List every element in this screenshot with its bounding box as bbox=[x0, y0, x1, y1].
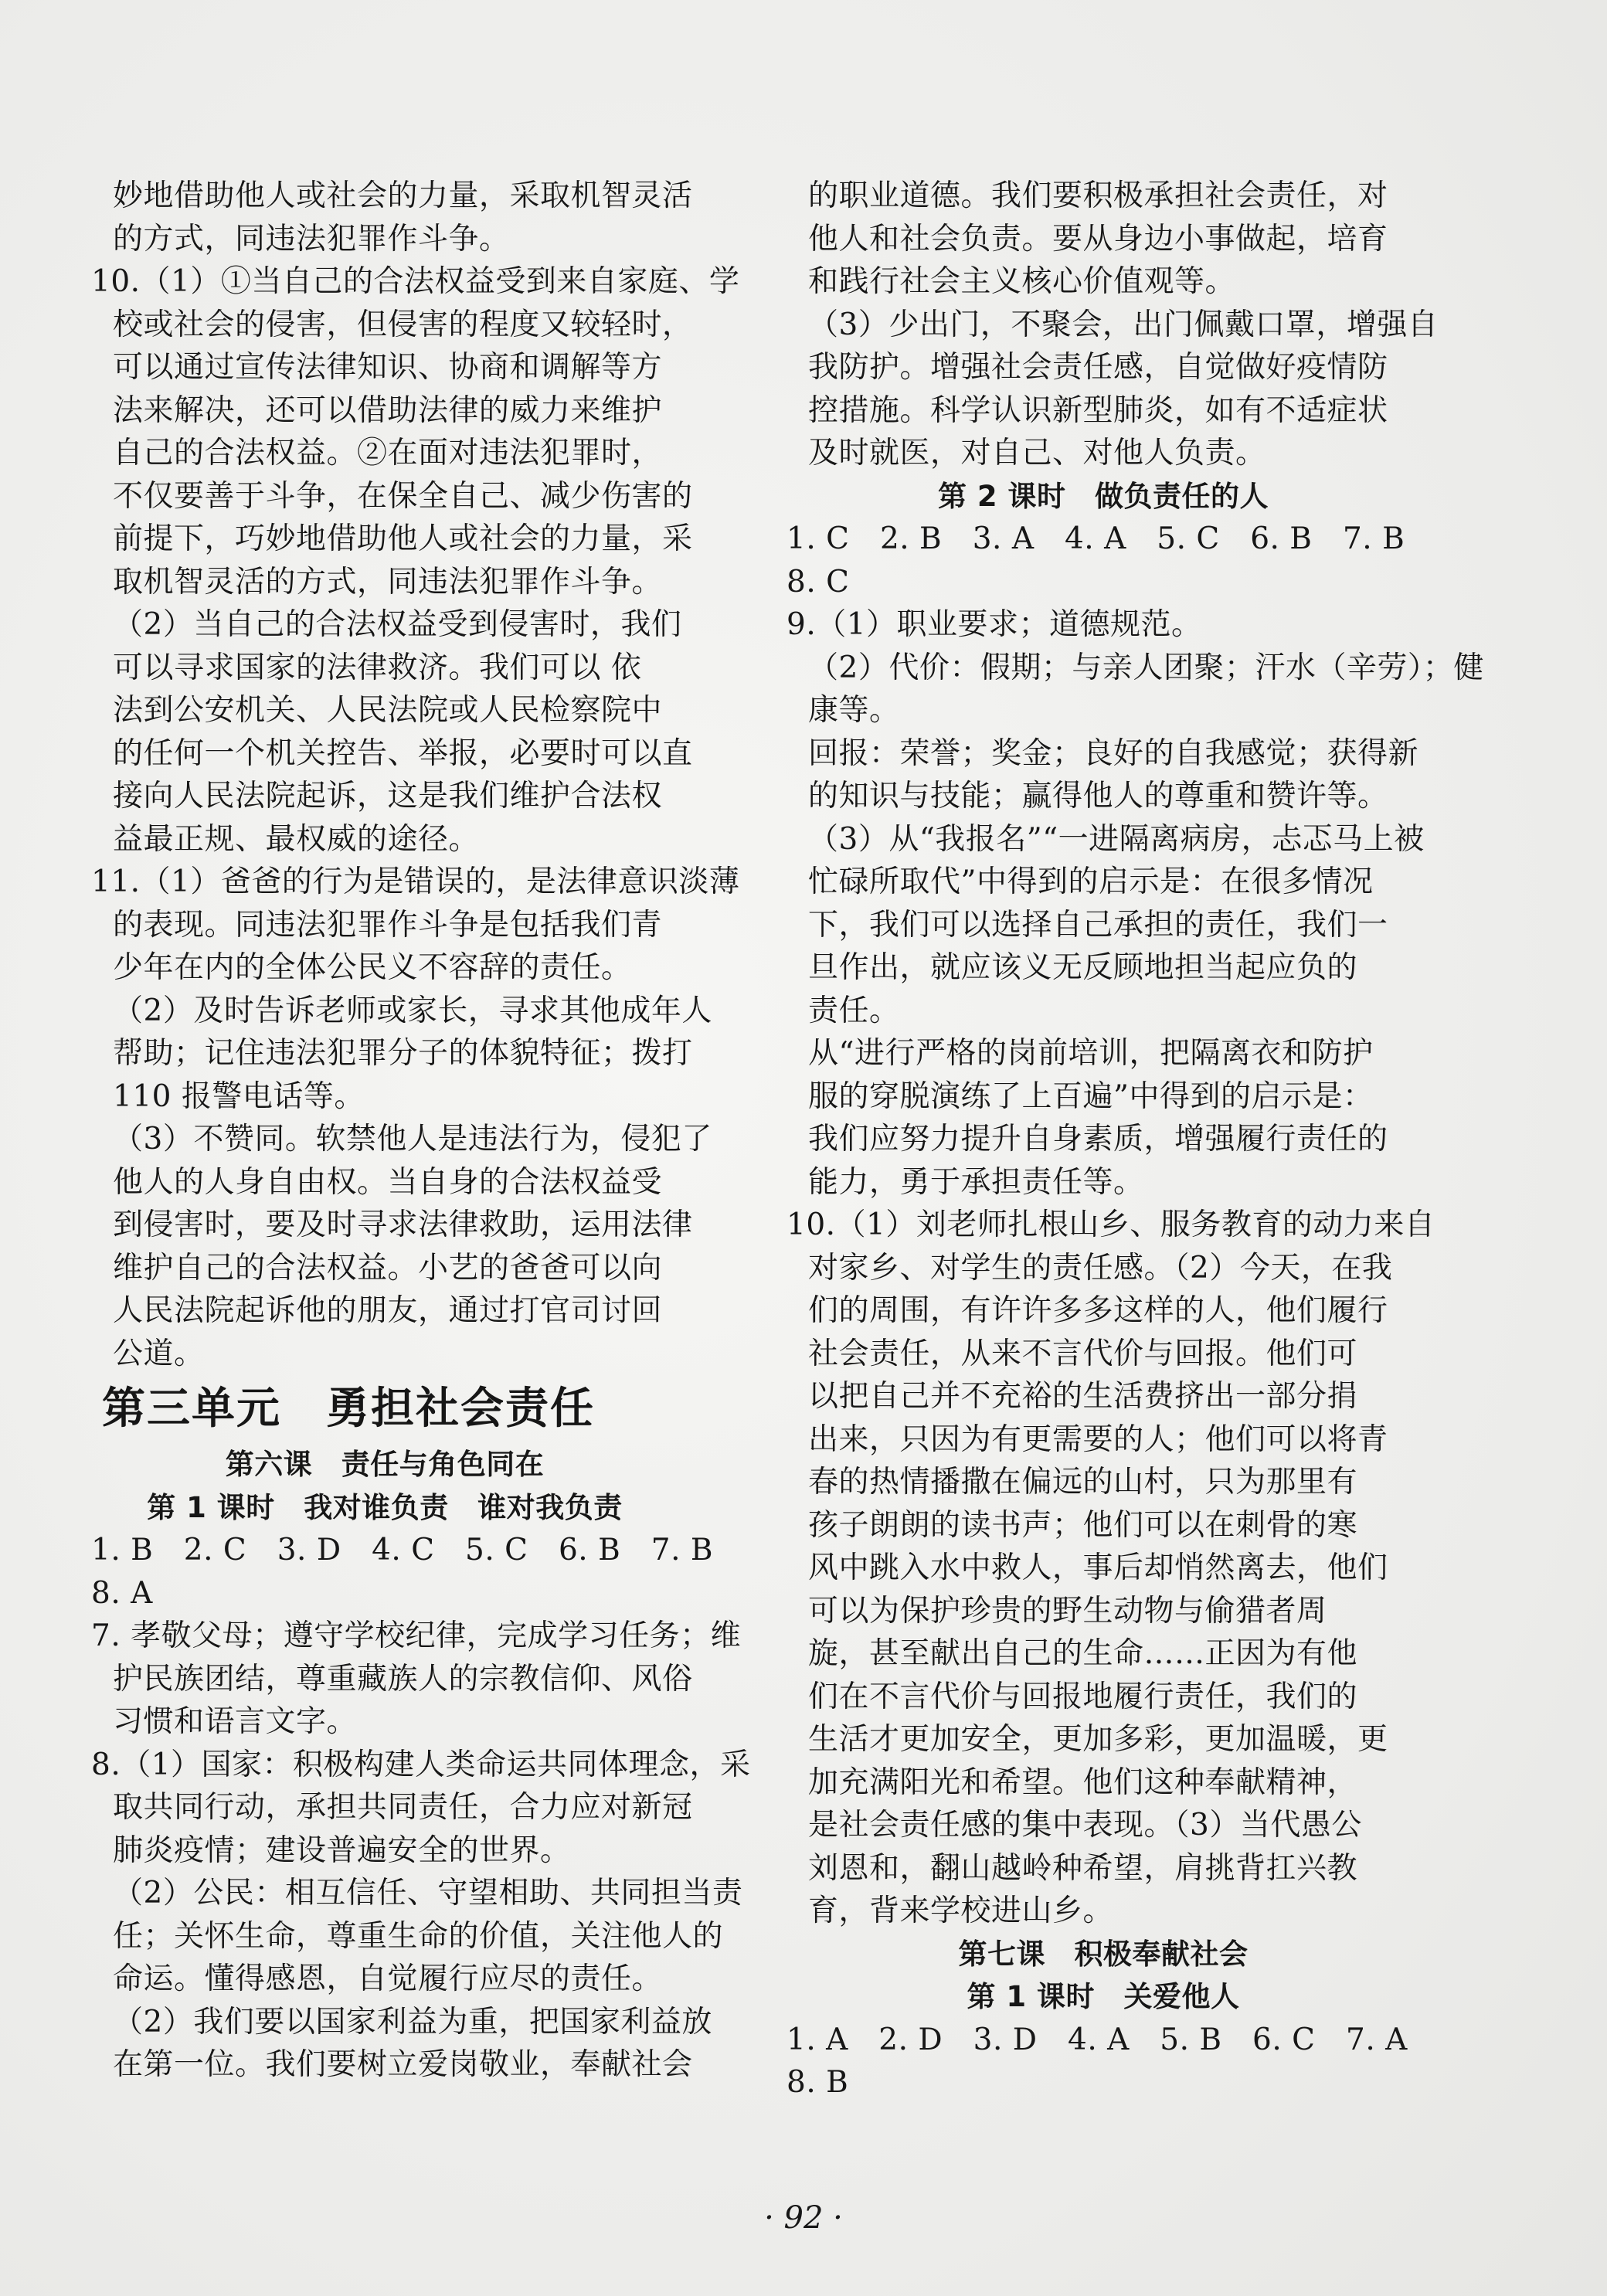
text-line: 10.（1）①当自己的合法权益受到来自家庭、学 bbox=[91, 264, 740, 299]
text-line: 他人的人身自由权。当自身的合法权益受 bbox=[113, 1164, 663, 1200]
text-line: 护民族团结，尊重藏族人的宗教信仰、风俗 bbox=[113, 1661, 693, 1697]
text-line: 孩子朗朗的读书声；他们可以在刺骨的寒 bbox=[808, 1507, 1358, 1543]
text-line: 法来解决，还可以借助法律的威力来维护 bbox=[113, 392, 663, 428]
text-line: 的知识与技能；赢得他人的尊重和赞许等。 bbox=[808, 779, 1388, 813]
section-heading: 第七课 积极奉献社会 bbox=[958, 1937, 1249, 1971]
text-line: 康等。 bbox=[808, 693, 900, 728]
text-line: 从“进行严格的岗前培训，把隔离衣和防护 bbox=[808, 1036, 1374, 1071]
text-line: 可以为保护珍贵的野生动物与偷猎者周 bbox=[808, 1593, 1327, 1629]
text-line: 我防护。增强社会责任感，自觉做好疫情防 bbox=[808, 350, 1388, 385]
left-column bbox=[91, 175, 751, 2087]
text-line: 及时就医，对自己、对他人负责。 bbox=[808, 436, 1266, 470]
text-line: 习惯和语言文字。 bbox=[113, 1704, 358, 1739]
text-line: 益最正规、最权威的途径。 bbox=[113, 821, 480, 857]
text-line: 取机智灵活的方式，同违法犯罪作斗争。 bbox=[113, 564, 663, 599]
section-heading: 第 1 课时 我对谁负责 谁对我负责 bbox=[147, 1490, 623, 1524]
text-line: 社会责任，从来不言代价与回报。他们可 bbox=[808, 1336, 1358, 1371]
text-line: 的方式，同违法犯罪作斗争。 bbox=[113, 221, 510, 256]
text-line: 们的周围，有许许多多这样的人，他们履行 bbox=[808, 1293, 1388, 1328]
text-line: 10.（1）刘老师扎根山乡、服务教育的动力来自 bbox=[787, 1207, 1435, 1242]
text-line: 可以通过宣传法律知识、协商和调解等方 bbox=[113, 350, 663, 385]
text-line: 能力，勇于承担责任等。 bbox=[808, 1164, 1144, 1200]
text-line: （2）及时告诉老师或家长，寻求其他成年人 bbox=[113, 993, 712, 1028]
text-line: 9.（1）职业要求；道德规范。 bbox=[787, 607, 1202, 642]
text-line: 帮助；记住违法犯罪分子的体貌特征；拨打 bbox=[113, 1036, 693, 1071]
text-line: 维护自己的合法权益。小艺的爸爸可以向 bbox=[113, 1250, 663, 1286]
text-line: 的任何一个机关控告、举报，必要时可以直 bbox=[113, 735, 693, 771]
text-line: 以把自己并不充裕的生活费挤出一部分捐 bbox=[808, 1379, 1358, 1414]
text-line: 控措施。科学认识新型肺炎，如有不适症状 bbox=[808, 392, 1388, 428]
text-line: 8.（1）国家：积极构建人类命运共同体理念，采 bbox=[91, 1747, 751, 1782]
text-line: 任；关怀生命，尊重生命的价值，关注他人的 bbox=[113, 1918, 724, 1954]
text-line: 在第一位。我们要树立爱岗敬业，奉献社会 bbox=[113, 2047, 693, 2082]
text-line: 110 报警电话等。 bbox=[113, 1078, 365, 1114]
page-number: · 92 · bbox=[764, 2200, 843, 2236]
text-line: 8. A bbox=[91, 1575, 153, 1611]
text-line: 自己的合法权益。②在面对违法犯罪时， bbox=[113, 436, 663, 470]
text-line: 命运。懂得感恩，自觉履行应尽的责任。 bbox=[113, 1961, 663, 1996]
text-line: （2）公民：相互信任、守望相助、共同担当责 bbox=[113, 1876, 743, 1911]
text-line: （2）代价：假期；与亲人团聚；汗水（辛劳）；健 bbox=[808, 650, 1484, 685]
text-line: 旦作出，就应该义无反顾地担当起应负的 bbox=[808, 950, 1358, 985]
text-line: 7. 孝敬父母；遵守学校纪律，完成学习任务；维 bbox=[91, 1618, 742, 1653]
section-heading: 第六课 责任与角色同在 bbox=[225, 1448, 545, 1481]
text-line: （3）不赞同。软禁他人是违法行为，侵犯了 bbox=[113, 1122, 712, 1156]
right-column bbox=[787, 175, 1484, 2104]
text-line: 1. C 2. B 3. A 4. A 5. C 6. B 7. B bbox=[787, 521, 1405, 556]
text-line: 的表现。同违法犯罪作斗争是包括我们青 bbox=[113, 907, 663, 943]
text-line: 法到公安机关、人民法院或人民检察院中 bbox=[113, 693, 663, 728]
text-line: 服的穿脱演练了上百遍”中得到的启示是： bbox=[808, 1078, 1374, 1114]
text-line: 他人和社会负责。要从身边小事做起，培育 bbox=[808, 221, 1388, 256]
text-line: 可以寻求国家的法律救济。我们可以 依 bbox=[113, 650, 642, 685]
text-line: （2）我们要以国家利益为重，把国家利益放 bbox=[113, 2004, 712, 2040]
text-line: 回报：荣誉；奖金；良好的自我感觉；获得新 bbox=[808, 735, 1419, 771]
text-line: 刘恩和，翻山越岭种希望，肩挑背扛兴教 bbox=[808, 1850, 1358, 1886]
text-line: 下，我们可以选择自己承担的责任，我们一 bbox=[808, 907, 1388, 943]
text-line: 1. A 2. D 3. D 4. A 5. B 6. C 7. A bbox=[787, 2022, 1408, 2057]
text-line: 出来，只因为有更需要的人；他们可以将青 bbox=[808, 1421, 1388, 1457]
text-line: 11.（1）爸爸的行为是错误的，是法律意识淡薄 bbox=[91, 864, 740, 899]
text-line: 妙地借助他人或社会的力量，采取机智灵活 bbox=[113, 178, 693, 213]
text-line: 和践行社会主义核心价值观等。 bbox=[808, 264, 1236, 299]
text-line: 风中跳入水中救人，事后却悄然离去，他们 bbox=[808, 1550, 1388, 1585]
section-heading: 第 2 课时 做负责任的人 bbox=[937, 479, 1269, 513]
text-line: 取共同行动，承担共同责任，合力应对新冠 bbox=[113, 1790, 693, 1825]
text-line: 少年在内的全体公民义不容辞的责任。 bbox=[113, 950, 632, 985]
text-line: 8. B bbox=[787, 2065, 849, 2100]
text-line: 是社会责任感的集中表现。（3）当代愚公 bbox=[808, 1808, 1362, 1843]
text-line: 春的热情播撒在偏远的山村，只为那里有 bbox=[808, 1465, 1358, 1500]
text-line: 旋，甚至献出自己的生命……正因为有他 bbox=[808, 1636, 1358, 1671]
text-line: （2）当自己的合法权益受到侵害时，我们 bbox=[113, 607, 682, 642]
text-line: （3）少出门，不聚会，出门佩戴口罩，增强自 bbox=[808, 307, 1439, 342]
text-line: 1. B 2. C 3. D 4. C 5. C 6. B 7. B bbox=[91, 1533, 714, 1567]
text-line: 们在不言代价与回报地履行责任，我们的 bbox=[808, 1679, 1358, 1714]
section-heading: 第 1 课时 关爱他人 bbox=[967, 1980, 1240, 2013]
text-line: 我们应努力提升自身素质，增强履行责任的 bbox=[808, 1122, 1388, 1156]
text-line: 责任。 bbox=[808, 993, 900, 1028]
text-line: 人民法院起诉他的朋友，通过打官司讨回 bbox=[113, 1293, 663, 1328]
text-line: 不仅要善于斗争，在保全自己、减少伤害的 bbox=[113, 478, 693, 514]
text-line: （3）从“我报名”“一进隔离病房，忐忑马上被 bbox=[808, 821, 1425, 857]
text-line: 的职业道德。我们要积极承担社会责任，对 bbox=[808, 178, 1388, 213]
text-line: 加充满阳光和希望。他们这种奉献精神， bbox=[808, 1764, 1358, 1800]
text-line: 育，背来学校进山乡。 bbox=[808, 1894, 1114, 1928]
text-line: 8. C bbox=[787, 564, 850, 599]
text-line: 到侵害时，要及时寻求法律救助，运用法律 bbox=[113, 1207, 693, 1242]
text-line: 前提下，巧妙地借助他人或社会的力量，采 bbox=[113, 521, 693, 556]
text-line: 生活才更加安全，更加多彩，更加温暖，更 bbox=[808, 1722, 1388, 1757]
text-line: 接向人民法院起诉，这是我们维护合法权 bbox=[113, 779, 663, 813]
text-line: 肺炎疫情；建设普遍安全的世界。 bbox=[113, 1832, 571, 1868]
text-line: 对家乡、对学生的责任感。（2）今天，在我 bbox=[808, 1250, 1393, 1286]
unit-title: 第三单元 勇担社会责任 bbox=[102, 1384, 595, 1434]
text-line: 忙碌所取代”中得到的启示是：在很多情况 bbox=[808, 864, 1374, 899]
text-line: 公道。 bbox=[113, 1336, 205, 1371]
text-line: 校或社会的侵害，但侵害的程度又较轻时， bbox=[113, 307, 693, 342]
